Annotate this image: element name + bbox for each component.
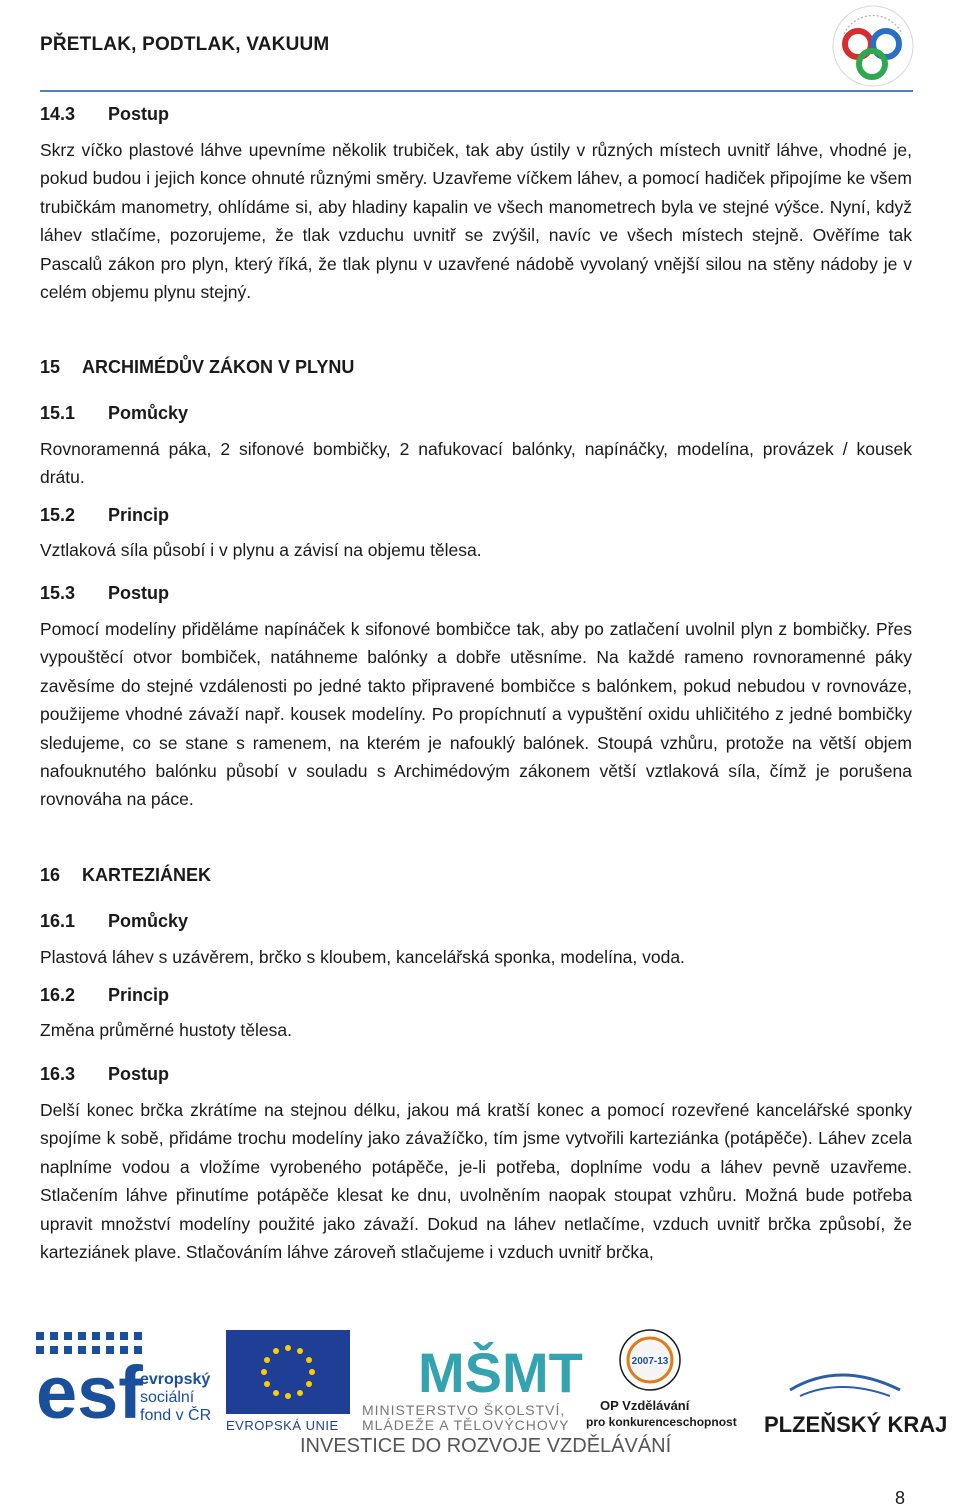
footer-logos — [0, 1320, 960, 1460]
kraj-label: PLZEŇSKÝ KRAJ — [764, 1412, 948, 1437]
esf-mark: esf — [36, 1351, 143, 1434]
section-title: Pomůcky — [108, 911, 189, 931]
section-heading-15-2 — [40, 505, 169, 526]
section-title: Pomůcky — [108, 403, 189, 423]
chapter-title: ARCHIMÉDŮV ZÁKON V PLYNU — [82, 357, 355, 377]
section-title: Postup — [108, 104, 169, 124]
paragraph-16-3: Delší konec brčka zkrátíme na stejnou délku, jakou má kratší konec a pomocí rozevřené kancelářské sponky spojíme k sobě, přidáme trochu modelíny jako závažíčko, tím jsme vytvořili karteziánka (potápěče). Láhev zcela naplníme vodou a vložíme vyrobeného potápěče, je-li potřeba, doplníme vodu a láhev pevně uzavřeme. Stlačením láhve přinutíme potápěče klesat ke dnu, uvolněním naopak stoupat vzhůru. Možná bude potřeba upravit množství modelíny použité jako závaží. Dokud na láhev netlačíme, vzduch uvnitř brčka způsobí, že karteziánek plave. Stlačováním láhve zároveň stlačujeme i vzduch uvnitř brčka, — [40, 1100, 912, 1263]
paragraph-15-2: Vztlaková síla působí i v plynu a závisí na objemu tělesa. — [40, 540, 482, 560]
section-number: 15.3 — [40, 583, 76, 603]
header-title: PŘETLAK, PODTLAK, VAKUUM — [40, 34, 330, 55]
footer-slogan: INVESTICE DO ROZVOJE VZDĚLÁVÁNÍ — [300, 1435, 672, 1457]
paragraph-14-3: Skrz víčko plastové láhve upevníme několik trubiček, tak aby ústily v různých místech uvnitř láhve, vhodné je, pokud budou i jejich konce ohnuté různými směry. Uzavřeme víčkem láhev, a pomocí hadiček připojíme ke všem trubičkám manometry, ohlídáme si, aby hladiny kapalin ve všech manometrech byla ve stejné výšce. Nyní, když láhev stlačíme, pozorujeme, že tlak vzduchu uvnitř se zvýšil, navíc ve všech místech stejně. Ověříme tak Pascalů zákon pro plyn, který říká, že tlak plynu v uzavřené nádobě vyvolaný vnější silou na stěny nádoby je v celém objemu plynu stejný. — [40, 140, 912, 303]
chapter-number: 15 — [40, 357, 61, 377]
section-number: 15.2 — [40, 505, 76, 525]
section-number: 15.1 — [40, 403, 76, 423]
esf-line3: fond v ČR — [140, 1407, 212, 1424]
op-years: 2007-13 — [631, 1356, 669, 1367]
section-number: 16.1 — [40, 911, 76, 931]
paragraph-15-1: Rovnoramenná páka, 2 sifonové bombičky, 2 nafukovací balónky, napínáčky, modelína, provázek / kousek drátu. — [40, 439, 912, 488]
section-number: 16.3 — [40, 1064, 76, 1084]
paragraph-15-3: Pomocí modelíny přiděláme napínáček k sifonové bombičce tak, aby po zatlačení uvolnil plyn z bombičky. Přes vypouštěcí otvor bombiček, natáhneme balónky a dobře utěsníme. Na každé rameno rovnoramenné páky zavěsíme do stejné vzdálenosti po jedné takto připravené bombičce s balónkem, pokud nebudou v rovnováze, použijeme vhodné závaží např. kousek modelíny. Po propíchnutí a vypuštění oxidu uhličitého z jedné bombičky sledujeme, co se stane s ramenem, na kterém je nafouklý balónek. Stoupá vzhůru, protože na větší objem nafouknutého balónku působí v souladu s Archimédovým zákonem větší vztlaková síla, čímž je porušena rovnováha na páce. — [40, 619, 912, 810]
esf-logo — [36, 1332, 211, 1434]
msmt-logo — [362, 1341, 583, 1433]
section-title: Postup — [108, 1064, 169, 1084]
chapter-heading-15 — [40, 357, 354, 378]
op-vzdelavani-logo — [586, 1330, 737, 1429]
chapter-number: 16 — [40, 865, 61, 885]
chapter-heading-16 — [40, 865, 211, 886]
section-heading-16-1 — [40, 911, 188, 932]
eu-label: EVROPSKÁ UNIE — [226, 1418, 339, 1433]
msmt-line2: MLÁDEŽE A TĚLOVÝCHOVY — [362, 1417, 570, 1433]
op-line2: pro konkurenceschopnost — [586, 1415, 737, 1429]
section-heading-15-3 — [40, 583, 169, 604]
section-heading-14-3 — [40, 104, 169, 125]
section-title: Princip — [108, 505, 170, 525]
msmt-line1: MINISTERSTVO ŠKOLSTVÍ, — [362, 1402, 566, 1418]
paragraph-16-2: Změna průměrné hustoty tělesa. — [40, 1020, 292, 1040]
section-heading-16-2 — [40, 985, 169, 1006]
esf-line2: sociální — [140, 1389, 195, 1406]
section-title: Princip — [108, 985, 170, 1005]
header-rule — [40, 90, 913, 92]
section-number: 16.2 — [40, 985, 76, 1005]
page-number: 8 — [895, 1488, 906, 1508]
eu-flag-logo — [226, 1330, 350, 1433]
praktická-výuka-logo — [830, 4, 916, 88]
section-heading-15-1 — [40, 403, 188, 424]
section-title: Postup — [108, 583, 169, 603]
paragraph-16-1: Plastová láhev s uzávěrem, brčko s kloubem, kancelářská sponka, modelína, voda. — [40, 947, 685, 967]
chapter-title: KARTEZIÁNEK — [82, 865, 211, 885]
section-number: 14.3 — [40, 104, 76, 124]
section-heading-16-3 — [40, 1064, 169, 1085]
esf-line1: evropský — [140, 1371, 211, 1388]
op-line1: OP Vzdělávání — [600, 1398, 690, 1413]
plzensky-kraj-logo — [764, 1375, 947, 1437]
msmt-mark: MŠMT — [418, 1341, 583, 1404]
